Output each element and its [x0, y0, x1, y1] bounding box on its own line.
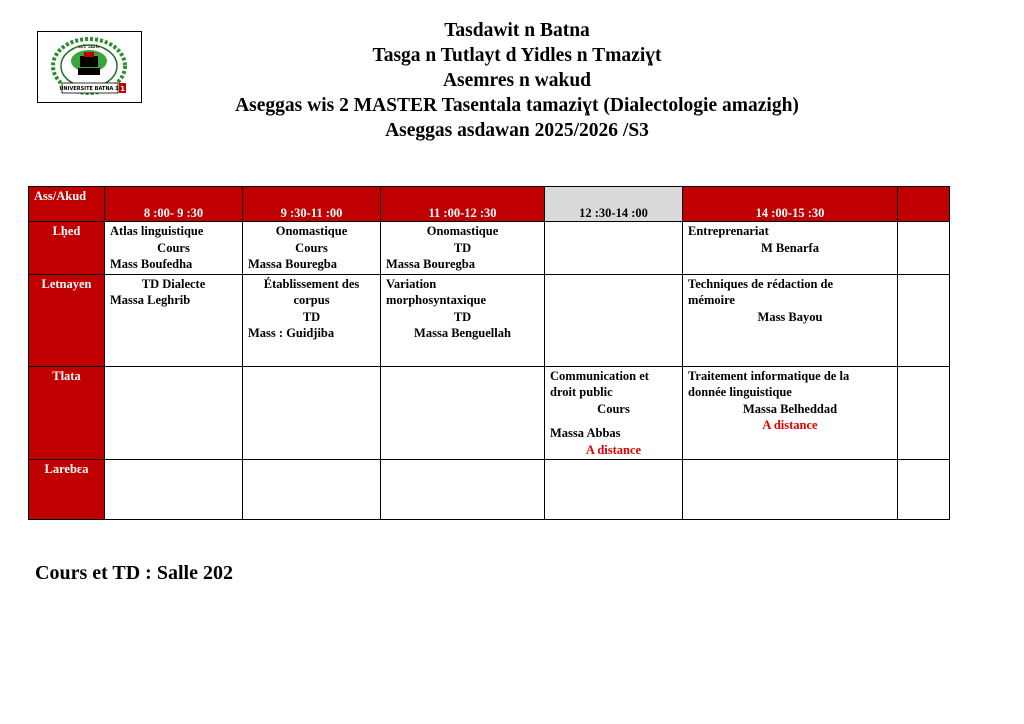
course-type: Cours	[597, 401, 630, 416]
room-note: Cours et TD : Salle 202	[35, 562, 233, 584]
day-label: Letnayen	[29, 274, 105, 366]
timetable-title: Asemres n wakud	[442, 70, 592, 91]
logo-caption: UNIVERSITE BATNA 1	[59, 86, 119, 92]
course-type: TD	[453, 309, 472, 324]
course-cell	[545, 366, 683, 460]
course-teacher: Mass Bayou	[757, 309, 823, 324]
time-slot-2: 9 :30-11 :00	[243, 187, 381, 222]
course-title: TD Dialecte	[141, 276, 206, 291]
empty-cell	[683, 460, 898, 520]
course-teacher: Massa Abbas	[550, 426, 621, 440]
course-title: Entreprenariat	[688, 224, 769, 238]
logo-arabic-text: جامعة باتنة	[77, 44, 101, 50]
course-title: Traitement informatique de la	[688, 368, 850, 383]
course-title: Établissement des	[263, 276, 360, 291]
distance-badge: A distance	[762, 418, 818, 432]
course-type: Cours	[157, 240, 190, 255]
course-cell	[381, 222, 545, 275]
academic-year: Aseggas asdawan 2025/2026 /S3	[385, 120, 649, 141]
empty-cell	[105, 366, 243, 460]
time-slot-3: 11 :00-12 :30	[381, 187, 545, 222]
table-row	[29, 222, 950, 275]
empty-cell	[243, 366, 381, 460]
course-cell	[105, 274, 243, 366]
day-label: Lḥed	[29, 222, 105, 275]
empty-cell	[105, 460, 243, 520]
empty-cell	[545, 460, 683, 520]
time-slot-5: 14 :00-15 :30	[683, 187, 898, 222]
course-title: Variation	[386, 276, 437, 291]
empty-cell	[381, 460, 545, 520]
course-type: TD	[302, 309, 321, 324]
course-cell	[243, 222, 381, 275]
course-teacher: Massa Benguellah	[414, 326, 511, 340]
course-type: Cours	[295, 240, 328, 255]
empty-cell	[898, 366, 950, 460]
course-teacher: Massa Belheddad	[742, 401, 838, 416]
course-title-cont: mémoire	[688, 293, 735, 307]
course-cell	[105, 222, 243, 275]
course-cell	[683, 222, 898, 275]
department-name: Tasga n Tutlayt d Yidles n Tmaziɣt	[372, 45, 662, 66]
timetable	[28, 186, 950, 520]
course-teacher: Massa Leghrib	[110, 293, 191, 307]
course-type: TD	[453, 240, 472, 255]
time-slot-1: 8 :00- 9 :30	[105, 187, 243, 222]
empty-cell	[545, 222, 683, 275]
course-cell	[683, 366, 898, 460]
course-cell	[243, 274, 381, 366]
table-row	[29, 460, 950, 520]
time-slot-4: 12 :30-14 :00	[545, 187, 683, 222]
empty-cell	[898, 274, 950, 366]
table-row	[29, 274, 950, 366]
course-title-cont: morphosyntaxique	[386, 293, 487, 307]
course-title: Atlas linguistique	[110, 224, 204, 238]
course-title: Onomastique	[275, 224, 348, 238]
university-name: Tasdawit n Batna	[444, 20, 590, 41]
empty-cell	[243, 460, 381, 520]
day-label: Larebɛa	[29, 460, 105, 520]
program-title: Aseggas wis 2 MASTER Tasentala tamaziɣt (Dialectologie amazigh)	[235, 95, 799, 116]
course-title-cont: corpus	[293, 293, 330, 307]
corner-cell: Ass/Akud	[29, 187, 105, 222]
day-label: Tlata	[29, 366, 105, 460]
distance-badge: A distance	[585, 442, 642, 457]
logo-numeral: 1	[120, 85, 125, 93]
course-cell	[683, 274, 898, 366]
document-header	[0, 18, 1024, 143]
time-header-row	[29, 187, 950, 222]
empty-cell	[898, 222, 950, 275]
course-title-cont: droit public	[550, 385, 613, 399]
empty-cell	[545, 274, 683, 366]
course-teacher: Massa Bouregba	[248, 257, 338, 271]
course-teacher: Mass : Guidjiba	[248, 326, 335, 340]
course-teacher: Mass Boufedha	[110, 257, 193, 271]
course-teacher: Massa Bouregba	[386, 257, 476, 271]
course-cell	[381, 274, 545, 366]
course-title: Techniques de rédaction de	[688, 276, 834, 291]
course-title-cont: donnée linguistique	[688, 385, 792, 399]
table-row	[29, 366, 950, 460]
time-slot-empty	[898, 187, 950, 222]
course-teacher: M Benarfa	[761, 240, 819, 255]
course-title: Onomastique	[426, 224, 499, 238]
empty-cell	[898, 460, 950, 520]
course-title: Communication et	[550, 368, 649, 383]
empty-cell	[381, 366, 545, 460]
